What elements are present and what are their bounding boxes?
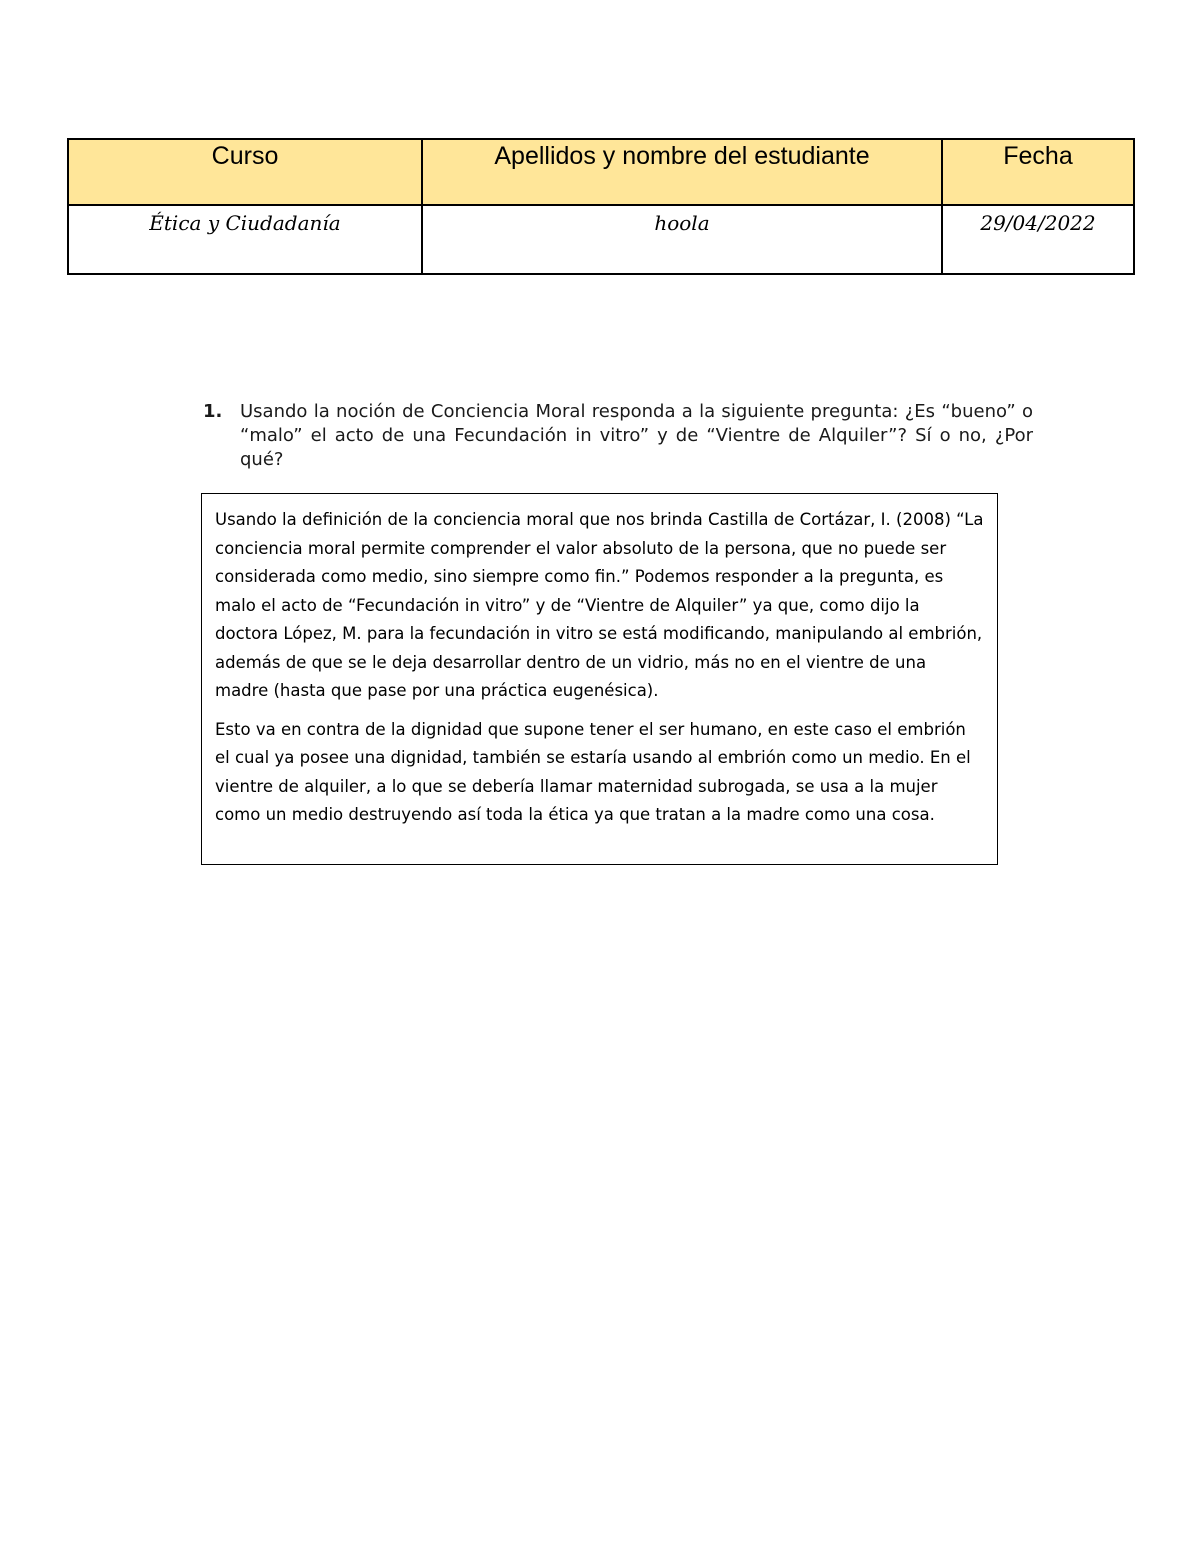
- value-fecha: 29/04/2022: [942, 205, 1134, 274]
- question-text: Usando la noción de Conciencia Moral responda a la siguiente pregunta: ¿Es “bueno” o “malo” el acto de una Fecundación in vitro” y de “Vientre de Alquiler”? Sí o no, ¿Por qué?: [240, 401, 1033, 470]
- table-row: [68, 205, 1134, 274]
- header-curso: Curso: [68, 139, 422, 205]
- answer-paragraph-2: Esto va en contra de la dignidad que supone tener el ser humano, en este caso el embrión el cual ya posee una dignidad, también se estaría usando al embrión como un medio. En el vientre de alquiler, a lo que se debería llamar maternidad subrogada, se usa a la mujer como un medio destruyendo así toda la ética ya que tratan a la madre como una cosa.: [215, 719, 971, 824]
- question-number: 1.: [203, 401, 223, 422]
- question-item: [203, 400, 1033, 472]
- value-curso: Ética y Ciudadanía: [68, 205, 422, 274]
- header-nombre: Apellidos y nombre del estudiante: [422, 139, 942, 205]
- answer-paragraph-1: Usando la definición de la conciencia moral que nos brinda Castilla de Cortázar, I. (2008) “La conciencia moral permite comprender el valor absoluto de la persona, que no puede ser considerada como medio, sino siempre como fin.” Podemos responder a la pregunta, es malo el acto de “Fecundación in vitro” y de “Vientre de Alquiler” ya que, como dijo la doctora López, M. para la fecundación in vitro se está modificando, manipulando al embrión, además de que se le deja desarrollar dentro de un vidrio, más no en el vientre de una madre (hasta que pase por una práctica eugenésica).: [215, 510, 984, 700]
- header-fecha: Fecha: [942, 139, 1134, 205]
- table-header-row: [68, 139, 1134, 205]
- value-nombre: hoola: [422, 205, 942, 274]
- student-info-table: [67, 138, 1135, 275]
- answer-box: [201, 493, 998, 865]
